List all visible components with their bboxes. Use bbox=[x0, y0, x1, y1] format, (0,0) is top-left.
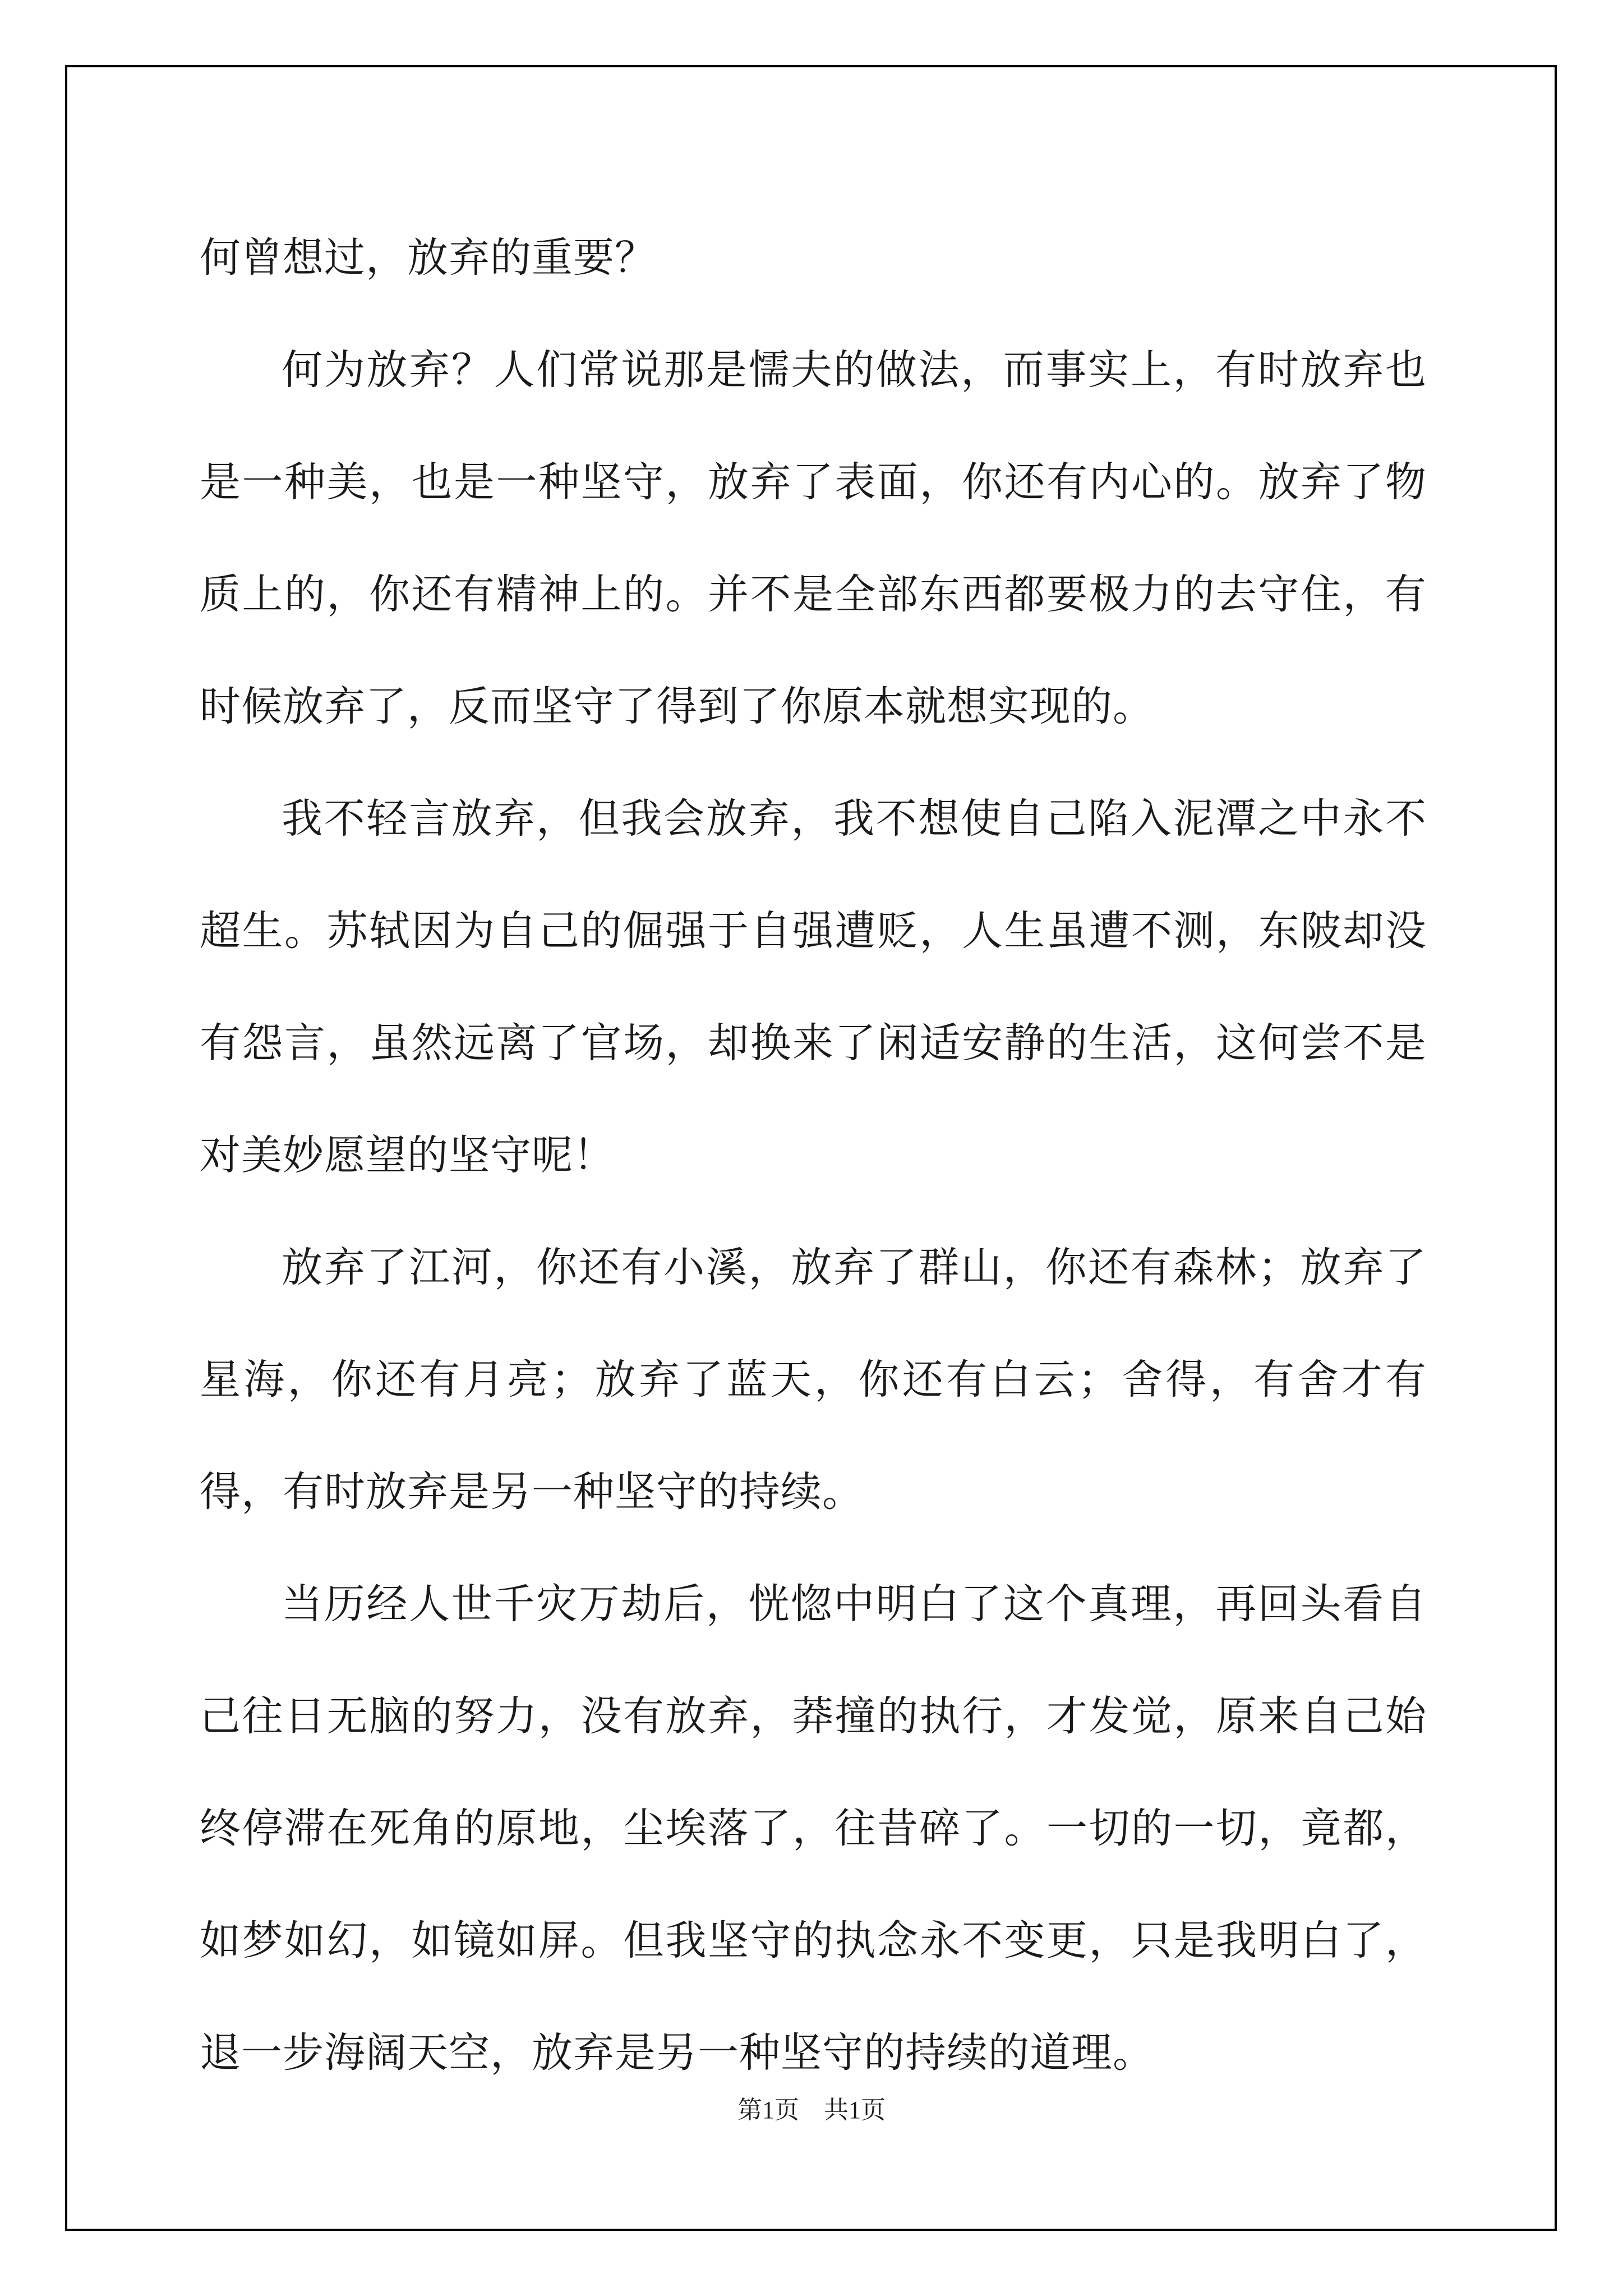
paragraph-1: 何曾想过，放弃的重要？ bbox=[200, 234, 656, 282]
paragraph-2: 何为放弃？人们常说那是懦夫的做法，而事实上，有时放弃也是一种美，也是一种坚守，放弃了表面，你还有内心的。放弃了物质上的，你还有精神上的。并不是全部东西都要极力的去守住，有时候放弃了，反而坚守了得到了你原本就想实现的。 bbox=[200, 346, 1427, 730]
document-body bbox=[200, 202, 1427, 2109]
page-footer: 第1页 共1页 bbox=[737, 2096, 886, 2124]
paragraph-5: 当历经人世千灾万劫后，恍惚中明白了这个真理，再回头看自己往日无脑的努力，没有放弃，莽撞的执行，才发觉，原来自己始终停滞在死角的原地，尘埃落了，往昔碎了。一切的一切，竟都，如梦如幻，如镜如屏。但我坚守的执念永不变更，只是我明白了，退一步海阔天空，放弃是另一种坚守的持续的道理。 bbox=[200, 1580, 1427, 2077]
paragraph-4: 放弃了江河，你还有小溪，放弃了群山，你还有森林；放弃了星海，你还有月亮；放弃了蓝天，你还有白云；舍得，有舍才有得，有时放弃是另一种坚守的持续。 bbox=[200, 1244, 1427, 1516]
paragraph-3: 我不轻言放弃，但我会放弃，我不想使自己陷入泥潭之中永不超生。苏轼因为自己的倔强于自强遭贬，人生虽遭不测，东陂却没有怨言，虽然远离了官场，却换来了闲适安静的生活，这何尝不是对美妙愿望的坚守呢！ bbox=[200, 795, 1427, 1179]
